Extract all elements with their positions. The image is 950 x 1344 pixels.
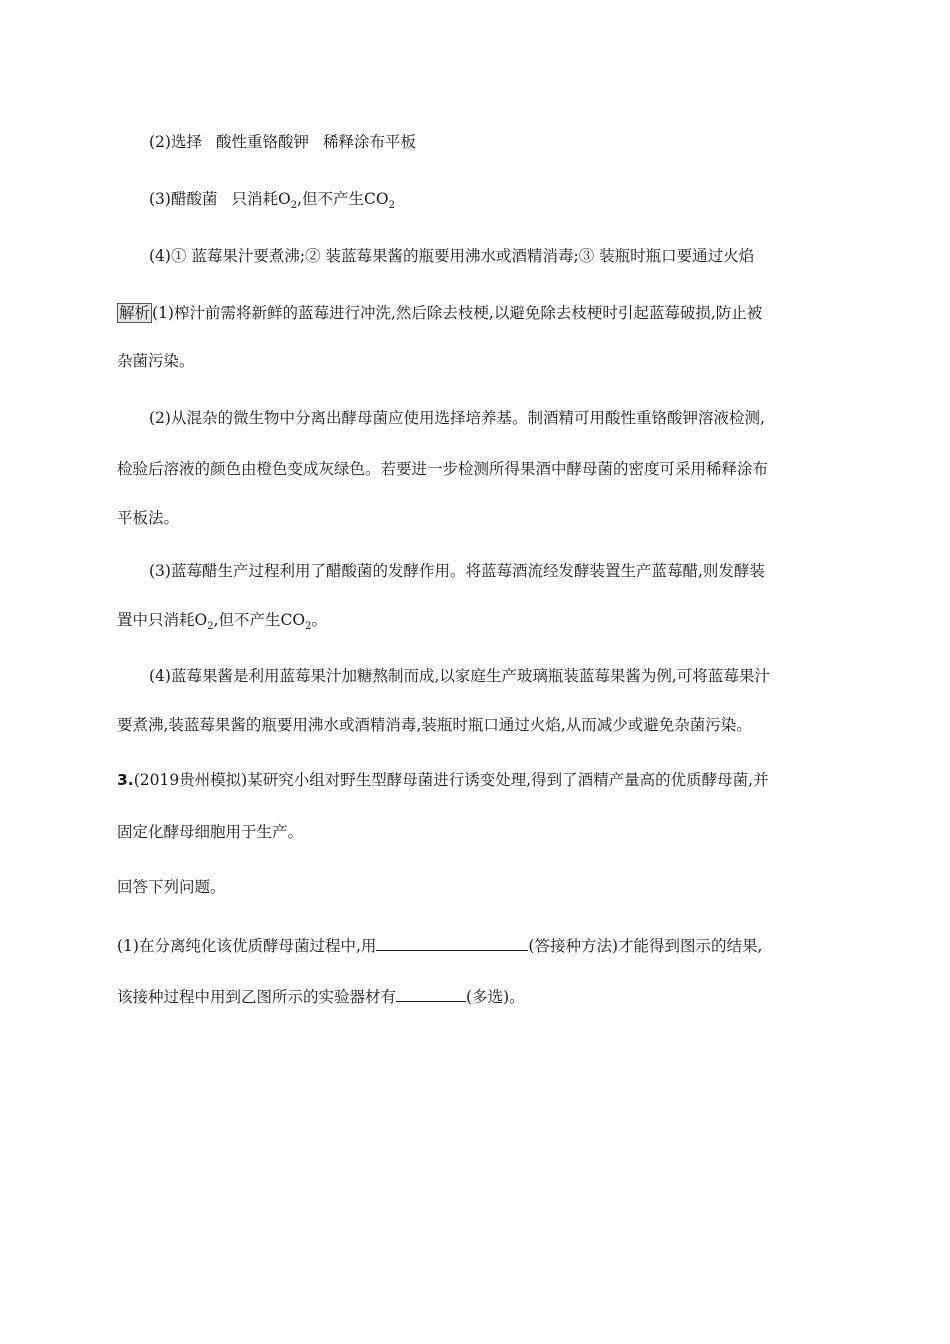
analysis-p3-sub2: 2 [305, 621, 312, 633]
analysis-p1-text: (1)榨汁前需将新鲜的蓝莓进行冲洗,然后除去枝梗,以避免除去枝梗时引起蓝莓破损,防止被 [152, 304, 763, 322]
question-3-stem-line2: 固定化酵母细胞用于生产。 [117, 823, 304, 841]
question-3-stem-line1 [117, 770, 769, 790]
analysis-p2-line1: (2)从混杂的微生物中分离出酵母菌应使用选择培养基。制酒精可用酸性重铬酸钾溶液检测, [149, 409, 765, 427]
question-3-prompt: 回答下列问题。 [117, 878, 226, 896]
answer-3-sub2: 2 [388, 200, 395, 212]
question-3-sub1-line2 [117, 985, 525, 1007]
answer-4: (4)① 蓝莓果汁要煮沸;② 装蓝莓果酱的瓶要用沸水或酒精消毒;③ 装瓶时瓶口要通过火焰 [149, 247, 755, 265]
analysis-p1-line1 [117, 303, 762, 323]
answer-3-sub1: 2 [290, 200, 298, 212]
analysis-tag: 解析 [119, 304, 151, 322]
answer-blank-method[interactable] [376, 934, 528, 951]
answer-3-label: (3)醋酸菌 [149, 190, 218, 208]
q1-text-b: (答接种方法)才能得到图示的结果, [528, 937, 763, 955]
analysis-p4-line2: 要煮沸,装蓝莓果酱的瓶要用沸水或酒精消毒,装瓶时瓶口通过火焰,从而减少或避免杂菌污染。 [117, 716, 752, 734]
analysis-p3-line2 [117, 610, 327, 637]
analysis-p2-line2: 检验后溶液的颜色由橙色变成灰绿色。若要进一步检测所得果酒中酵母菌的密度可采用稀释涂布 [117, 460, 769, 478]
analysis-p3-line1: (3)蓝莓醋生产过程利用了醋酸菌的发酵作用。将蓝莓酒流经发酵装置生产蓝莓醋,则发酵装 [149, 562, 765, 580]
analysis-p3-text-a: 置中只消耗O [117, 611, 208, 629]
analysis-p2-line3: 平板法。 [117, 509, 180, 527]
question-3-stem-text: (2019贵州模拟)某研究小组对野生型酵母菌进行诱变处理,得到了酒精产量高的优质酵母菌,并 [133, 771, 769, 789]
answer-2-label: (2)选择 [149, 133, 202, 151]
analysis-p4-line1: (4)蓝莓果酱是利用蓝莓果汁加糖熬制而成,以家庭生产玻璃瓶装蓝莓果酱为例,可将蓝莓果汁 [149, 667, 770, 685]
answer-blank-equipment[interactable] [396, 985, 466, 1002]
analysis-p1-line2: 杂菌污染。 [117, 352, 195, 370]
question-number: 3. [117, 771, 134, 789]
answer-3-part2: ,但不产生CO [297, 190, 389, 208]
q1-text-d: (多选)。 [466, 988, 525, 1006]
q1-text-a: (1)在分离纯化该优质酵母菌过程中,用 [117, 937, 377, 955]
analysis-p3-text-c: 。 [311, 611, 327, 629]
question-3-sub1-line1 [117, 934, 762, 956]
answer-2-part2: 稀释涂布平板 [322, 133, 416, 151]
analysis-p3-sub1: 2 [207, 621, 214, 633]
q1-text-c: 该接种过程中用到乙图所示的实验器材有 [117, 988, 397, 1006]
answer-2 [149, 132, 416, 152]
answer-2-part1: 酸性重铬酸钾 [215, 133, 309, 151]
answer-3-part1: 只消耗O [231, 190, 291, 208]
answer-3 [149, 189, 395, 216]
analysis-p3-text-b: ,但不产生CO [213, 611, 306, 629]
